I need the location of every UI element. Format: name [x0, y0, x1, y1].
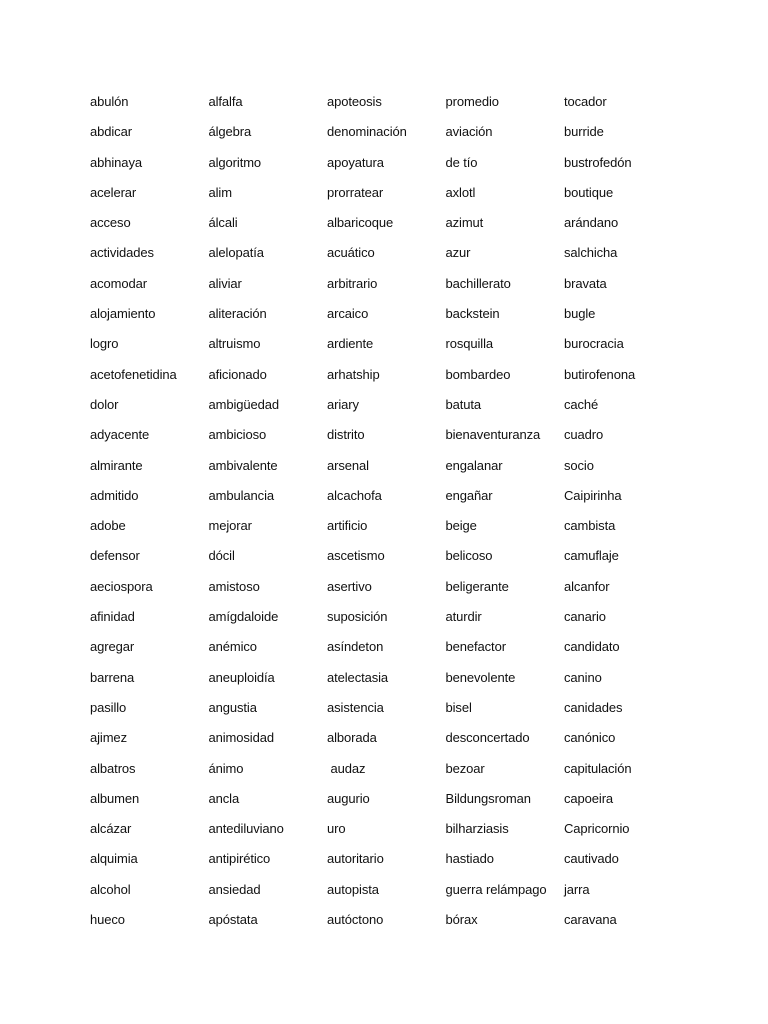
word-item: arcaico — [327, 306, 369, 322]
word-item: bravata — [564, 275, 607, 291]
word-item: bombardeo — [445, 366, 511, 382]
word-item: acomodar — [90, 275, 148, 291]
word-item: engañar — [445, 487, 493, 503]
word-item: benevolente — [445, 669, 516, 685]
word-item: ascetismo — [327, 548, 385, 564]
word-item: alcázar — [90, 821, 132, 837]
word-item: antediluviano — [208, 821, 284, 837]
word-item: denominación — [327, 124, 407, 140]
word-item: burocracia — [564, 336, 624, 352]
word-item: ardiente — [327, 336, 374, 352]
word-item: de tío — [445, 154, 478, 170]
word-item: audaz — [327, 760, 366, 776]
word-item: acuático — [327, 245, 375, 261]
word-item: asíndeton — [327, 639, 384, 655]
word-item: camuflaje — [564, 548, 619, 564]
word-item: albatros — [90, 760, 136, 776]
word-item: alcohol — [90, 881, 131, 897]
word-item: arhatship — [327, 366, 380, 382]
word-item: caravana — [564, 912, 617, 928]
word-item: candidato — [564, 639, 620, 655]
word-column-2 — [209, 87, 328, 935]
word-item: aliviar — [208, 275, 242, 291]
word-item: boutique — [564, 184, 614, 200]
word-item: álcali — [208, 215, 238, 231]
word-item: álgebra — [208, 124, 252, 140]
word-column-1 — [90, 87, 209, 935]
word-item: ambulancia — [208, 487, 274, 503]
word-item: suposición — [327, 609, 388, 625]
word-item: abulón — [90, 94, 129, 109]
word-item: hastiado — [445, 851, 494, 867]
word-item: rosquilla — [445, 336, 494, 352]
word-item: autóctono — [327, 912, 384, 928]
word-item: burride — [564, 124, 604, 140]
word-item: aeciospora — [90, 578, 153, 594]
word-item: angustia — [208, 699, 257, 715]
word-item: almirante — [90, 457, 143, 473]
word-item: cautivado — [564, 851, 619, 867]
word-item: ancla — [208, 790, 240, 806]
word-item: altruismo — [208, 336, 261, 352]
word-item: hueco — [90, 912, 125, 928]
word-item: distrito — [327, 427, 365, 443]
word-item: apóstata — [208, 912, 258, 928]
word-item: actividades — [90, 245, 154, 261]
word-item: alborada — [327, 730, 377, 746]
word-item: arsenal — [327, 457, 369, 473]
word-item: bilharziasis — [445, 821, 509, 837]
word-item: acelerar — [90, 184, 137, 200]
word-item: albaricoque — [327, 215, 394, 231]
word-item: prorratear — [327, 184, 384, 200]
word-item: ambicioso — [208, 427, 267, 443]
word-item: caché — [564, 396, 599, 412]
word-item: beligerante — [445, 578, 509, 594]
word-item: antipirético — [208, 851, 271, 867]
word-item: cambista — [564, 518, 616, 534]
word-item: alelopatía — [208, 245, 264, 261]
word-item: apoyatura — [327, 154, 384, 170]
word-item: aneuploidía — [208, 669, 275, 685]
word-item: arbitrario — [327, 275, 378, 291]
word-item: admitido — [90, 487, 139, 503]
word-item: aviación — [445, 124, 493, 140]
word-item: amistoso — [208, 578, 260, 594]
word-column-4 — [446, 87, 565, 935]
word-item: batuta — [445, 396, 482, 412]
word-item: desconcertado — [445, 730, 530, 746]
word-item: barrena — [90, 669, 135, 685]
word-item: acetofenetidina — [90, 366, 177, 382]
word-item: jarra — [564, 881, 590, 897]
word-item: engalanar — [445, 457, 503, 473]
word-list-table — [90, 87, 683, 935]
word-item: autopista — [327, 881, 379, 897]
word-item: ariary — [327, 396, 359, 412]
word-item: Caipirinha — [564, 487, 622, 503]
word-item: amígdaloide — [208, 609, 279, 625]
word-item: artificio — [327, 518, 368, 534]
word-item: alojamiento — [90, 306, 156, 322]
word-item: azur — [445, 245, 471, 261]
word-item: abdicar — [90, 124, 132, 140]
word-item: alcachofa — [327, 487, 382, 503]
word-item: alcanfor — [564, 578, 610, 594]
word-item: autoritario — [327, 851, 384, 867]
word-item: pasillo — [90, 699, 127, 715]
word-item: aliteración — [208, 306, 267, 322]
word-item: canario — [564, 609, 606, 625]
word-item: azimut — [445, 215, 484, 231]
word-item: backstein — [445, 306, 500, 322]
word-item: logro — [90, 336, 119, 352]
word-item: bezoar — [445, 760, 485, 776]
word-item: atelectasia — [327, 669, 389, 685]
word-item: socio — [564, 457, 594, 473]
word-item: capoeira — [564, 790, 614, 806]
word-item: canónico — [564, 730, 616, 746]
word-item: canino — [564, 669, 602, 685]
word-item: capitulación — [564, 760, 632, 776]
word-item: belicoso — [445, 548, 493, 564]
word-item: ambigüedad — [208, 396, 280, 412]
word-item: benefactor — [445, 639, 506, 655]
word-item: salchicha — [564, 245, 618, 261]
word-item: algoritmo — [208, 154, 262, 170]
word-item: arándano — [564, 215, 619, 231]
word-item: bachillerato — [445, 275, 511, 291]
word-item: bórax — [445, 912, 478, 928]
word-item: guerra relámpago — [445, 881, 547, 897]
word-item: asertivo — [327, 578, 372, 594]
word-item: ánimo — [208, 760, 244, 776]
word-item: dócil — [208, 548, 235, 564]
word-item: promedio — [445, 94, 499, 109]
word-item: apoteosis — [327, 94, 382, 109]
word-item: ansiedad — [208, 881, 261, 897]
word-item: dolor — [90, 396, 119, 412]
word-item: adyacente — [90, 427, 150, 443]
word-item: bisel — [445, 699, 472, 715]
word-item: agregar — [90, 639, 135, 655]
word-item: Bildungsroman — [445, 790, 531, 806]
word-item: acceso — [90, 215, 131, 231]
word-item: ambivalente — [208, 457, 278, 473]
word-item: tocador — [564, 94, 607, 109]
word-item: aficionado — [208, 366, 267, 382]
word-item: bienaventuranza — [445, 427, 541, 443]
word-item: afinidad — [90, 609, 135, 625]
word-item: aturdir — [445, 609, 482, 625]
word-item: axlotl — [445, 184, 476, 200]
word-item: alim — [208, 184, 232, 200]
word-column-5 — [564, 87, 683, 935]
word-item: asistencia — [327, 699, 384, 715]
word-item: defensor — [90, 548, 140, 564]
word-item: Capricornio — [564, 821, 630, 837]
word-item: augurio — [327, 790, 370, 806]
word-column-3 — [327, 87, 446, 935]
word-item: animosidad — [208, 730, 274, 746]
word-item: beige — [445, 518, 477, 534]
word-item: bustrofedón — [564, 154, 632, 170]
word-item: uro — [327, 821, 346, 837]
word-item: canidades — [564, 699, 623, 715]
word-item: cuadro — [564, 427, 604, 443]
word-item: abhinaya — [90, 154, 142, 170]
word-item: bugle — [564, 306, 596, 322]
word-item: alfalfa — [208, 94, 243, 109]
word-item: ajimez — [90, 730, 127, 746]
word-item: albumen — [90, 790, 140, 806]
word-item: anémico — [208, 639, 257, 655]
word-item: butirofenona — [564, 366, 636, 382]
word-item: alquimia — [90, 851, 138, 867]
word-item: adobe — [90, 518, 126, 534]
word-item: mejorar — [208, 518, 252, 534]
